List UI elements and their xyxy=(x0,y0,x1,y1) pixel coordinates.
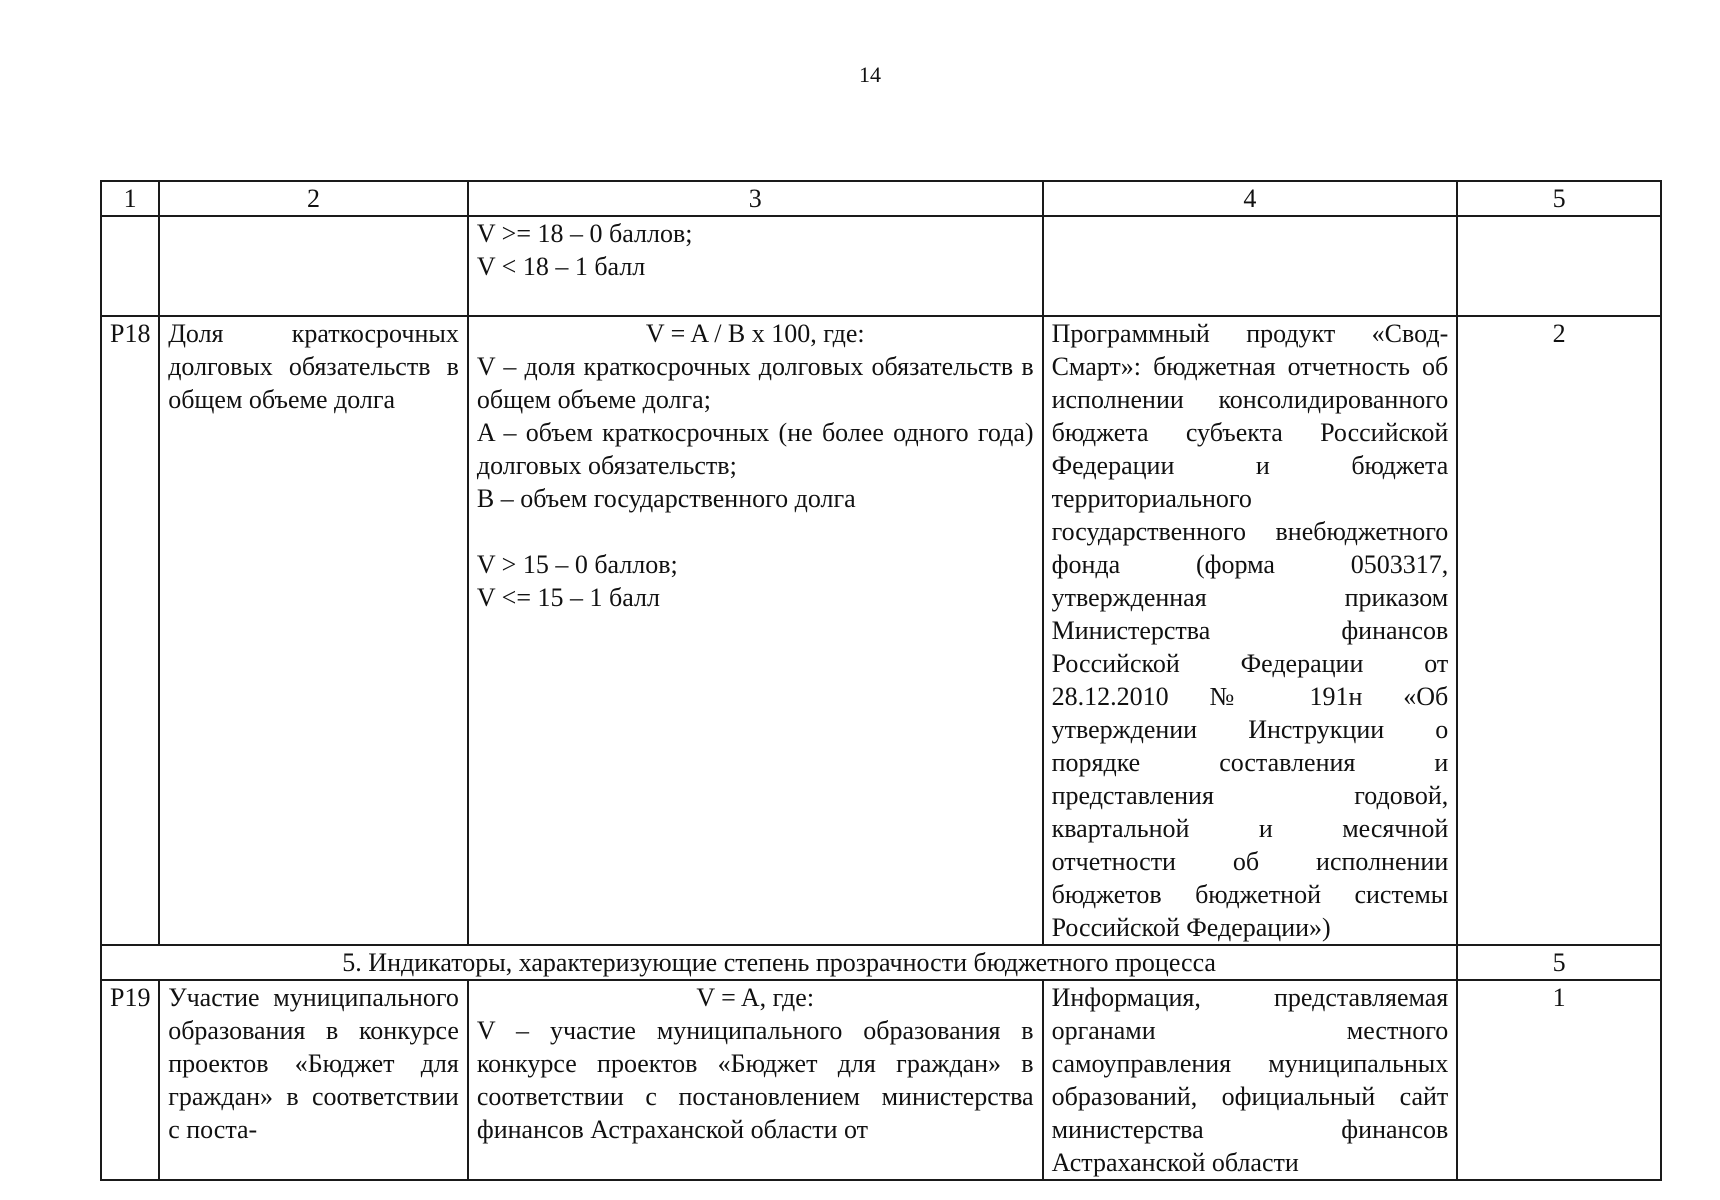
header-cell: 5 xyxy=(1457,181,1661,216)
indicator-code: Р19 xyxy=(101,980,159,1180)
table-row-p19 xyxy=(101,980,1661,1180)
indicator-score: 2 xyxy=(1457,316,1661,945)
indicators-table xyxy=(100,180,1662,1181)
score-line: V > 15 – 0 баллов; xyxy=(476,550,678,579)
table-cell xyxy=(1457,216,1661,316)
section-score: 5 xyxy=(1457,945,1661,980)
score-line: V >= 18 – 0 баллов; xyxy=(476,219,693,248)
indicator-name: Участие муниципального образования в конкурсе проектов «Бюджет для граждан» в соответствии с поста- xyxy=(159,980,468,1180)
section-title: 5. Индикаторы, характеризующие степень прозрачности бюджетного процесса xyxy=(101,945,1457,980)
table-cell xyxy=(159,216,468,316)
indicator-source: Программный продукт «Свод-Смарт»: бюджетная отчетность об исполнении консолидированного бюджета субъекта Российской Федерации и бюджета территориального государственного внебюджетного фонда (форма 0503317, утвержденная приказом Министерства финансов Российской Федерации от 28.12.2010 № 191н «Об утверждении Инструкции о порядке составления и представления годовой, квартальной и месячной отчетности об исполнении бюджетов бюджетной системы Российской Федерации») xyxy=(1043,316,1458,945)
formula-line: B – объем государственного долга xyxy=(476,484,856,513)
indicator-code: Р18 xyxy=(101,316,159,945)
formula-line: V – доля краткосрочных долговых обязательств в общем объеме долга; xyxy=(476,352,1034,414)
table-cell xyxy=(101,216,159,316)
page-number: 14 xyxy=(859,62,881,87)
formula-text: V – участие муниципального образования в конкурсе проектов «Бюджет для граждан» в соответствии с постановлением министерства финансов Астраханской области от xyxy=(476,1016,1034,1144)
header-cell: 4 xyxy=(1043,181,1458,216)
indicator-name: Доля краткосрочных долговых обязательств в общем объеме долга xyxy=(159,316,468,945)
score-line: V <= 15 – 1 балл xyxy=(476,583,660,612)
header-cell: 2 xyxy=(159,181,468,216)
header-cell: 1 xyxy=(101,181,159,216)
indicator-score: 1 xyxy=(1457,980,1661,1180)
table-row-continuation xyxy=(101,216,1661,316)
table-header-row xyxy=(101,181,1661,216)
indicator-formula xyxy=(468,316,1043,945)
score-line: V < 18 – 1 балл xyxy=(476,252,646,281)
continuation-scores-cell xyxy=(468,216,1043,316)
formula-title: V = A / B x 100, где: xyxy=(645,319,865,348)
header-cell: 3 xyxy=(468,181,1043,216)
table-cell xyxy=(1043,216,1458,316)
spacer xyxy=(477,515,1034,548)
formula-title: V = A, где: xyxy=(696,983,815,1012)
table-row-p18 xyxy=(101,316,1661,945)
indicator-formula xyxy=(468,980,1043,1180)
formula-line: A – объем краткосрочных (не более одного года) долговых обязательств; xyxy=(476,418,1034,480)
section-row xyxy=(101,945,1661,980)
indicator-source: Информация, представляемая органами местного самоуправления муниципальных образований, официальный сайт министерства финансов Астраханской области xyxy=(1043,980,1458,1180)
